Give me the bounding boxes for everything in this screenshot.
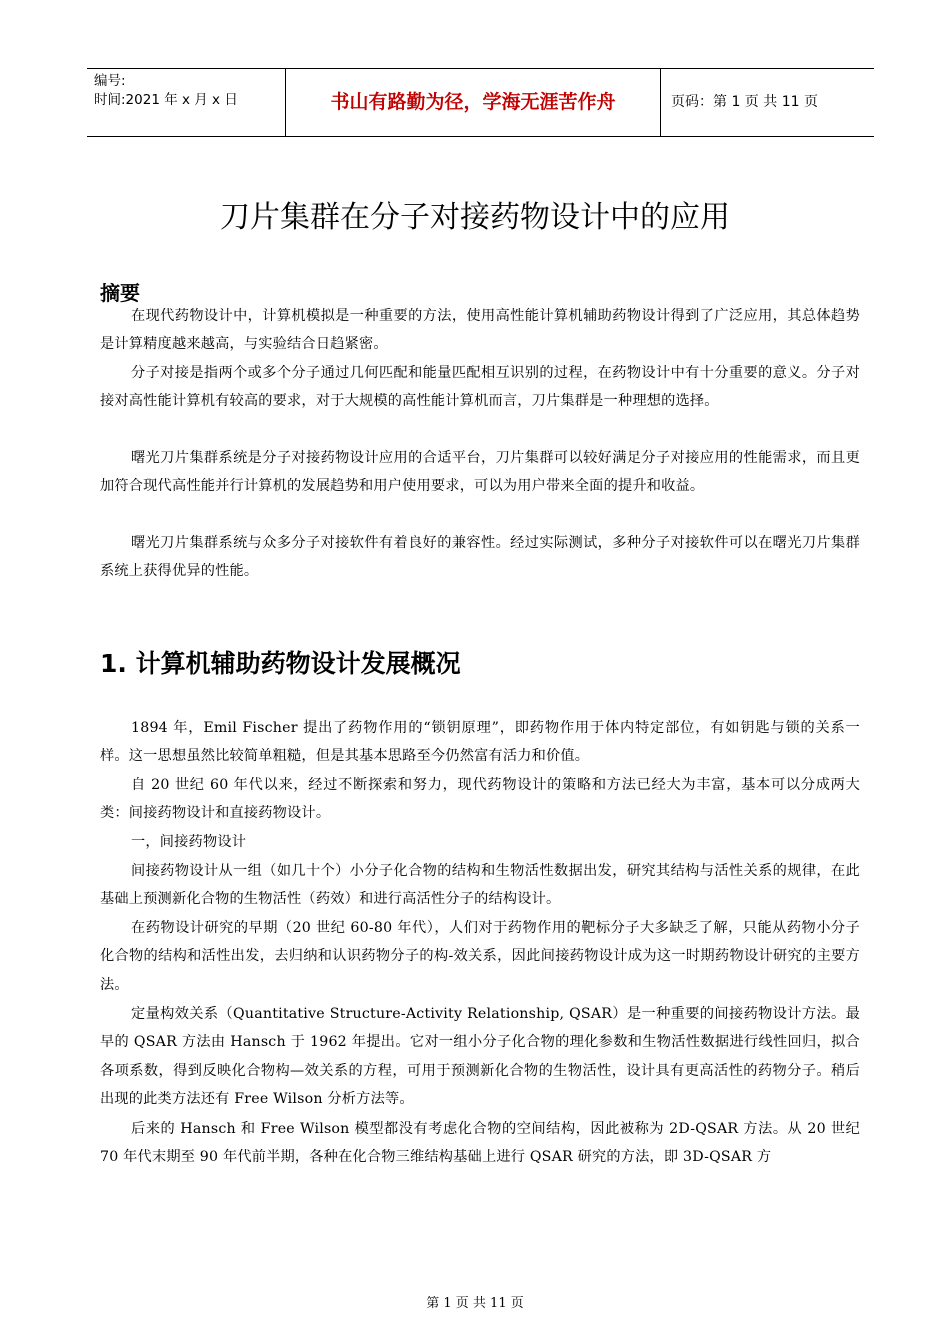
section-paragraph: 在药物设计研究的早期（20 世纪 60-80 年代），人们对于药物作用的靶标分子大多缺乏了解，只能从药物小分子化合物的结构和活性出发，去归纳和认识药物分子的构-效关系，因此间接药物设计成为这一时期药物设计研究的主要方法。 (100, 920, 860, 993)
section-paragraph: 自 20 世纪 60 年代以来，经过不断探索和努力，现代药物设计的策略和方法已经大为丰富，基本可以分成两大类：间接药物设计和直接药物设计。 (100, 777, 860, 822)
abstract-paragraph: 曙光刀片集群系统是分子对接药物设计应用的合适平台，刀片集群可以较好满足分子对接应用的性能需求，而且更加符合现代高性能并行计算机的发展趋势和用户使用要求，可以为用户带来全面的提升和收益。 (100, 450, 860, 495)
section-paragraph: 间接药物设计从一组（如几十个）小分子化合物的结构和生物活性数据出发，研究其结构与活性关系的规律，在此基础上预测新化合物的生物活性（药效）和进行高活性分子的结构设计。 (100, 863, 860, 908)
section-paragraph: 定量构效关系（Quantitative Structure-Activity Relationship, QSAR）是一种重要的间接药物设计方法。最早的 QSAR 方法由 Hansch 于 1962 年提出。它对一组小分子化合物的理化参数和生物活性数据进行线性回归，拟合各项系数，得到反映化合物构—效关系的方程，可用于预测新化合物的生物活性，设计具有更高活性的药物分子。稍后出现的此类方法还有 Free Wilson 分析方法等。 (100, 1006, 860, 1107)
header-page-label: 页码：第 1 页 共 11 页 (671, 94, 818, 110)
header-table (87, 68, 874, 137)
abstract-paragraph: 曙光刀片集群系统与众多分子对接软件有着良好的兼容性。经过实际测试，多种分子对接软件可以在曙光刀片集群系统上获得优异的性能。 (100, 535, 860, 580)
abstract-heading: 摘要 (100, 281, 140, 305)
header-meta-cell (87, 69, 285, 136)
number-label: 编号: (94, 73, 126, 89)
abstract-paragraph: 在现代药物设计中，计算机模拟是一种重要的方法，使用高性能计算机辅助药物设计得到了广泛应用，其总体趋势是计算精度越来越高，与实验结合日趋紧密。 (100, 308, 860, 353)
section-heading: 1. 计算机辅助药物设计发展概况 (100, 649, 461, 678)
subsection-heading: 一，间接药物设计 (131, 834, 247, 850)
abstract-paragraph: 分子对接是指两个或多个分子通过几何匹配和能量匹配相互识别的过程，在药物设计中有十分重要的意义。分子对接对高性能计算机有较高的要求，对于大规模的高性能计算机而言，刀片集群是一种理想的选择。 (100, 365, 860, 410)
header-motto: 书山有路勤为径，学海无涯苦作舟 (285, 69, 661, 136)
document-title: 刀片集群在分子对接药物设计中的应用 (220, 200, 730, 235)
page-footer: 第 1 页 共 11 页 (426, 1296, 524, 1311)
section-paragraph: 1894 年，Emil Fischer 提出了药物作用的“锁钥原理”，即药物作用于体内特定部位，有如钥匙与锁的关系一样。这一思想虽然比较简单粗糙，但是其基本思路至今仍然富有活力和价值。 (100, 720, 860, 765)
time-label: 时间:2021 年 x 月 x 日 (94, 92, 238, 108)
section-paragraph: 后来的 Hansch 和 Free Wilson 模型都没有考虑化合物的空间结构，因此被称为 2D-QSAR 方法。从 20 世纪 70 年代末期至 90 年代前半期，各种在化合物三维结构基础上进行 QSAR 研究的方法，即 3D-QSAR 方 (100, 1121, 860, 1166)
